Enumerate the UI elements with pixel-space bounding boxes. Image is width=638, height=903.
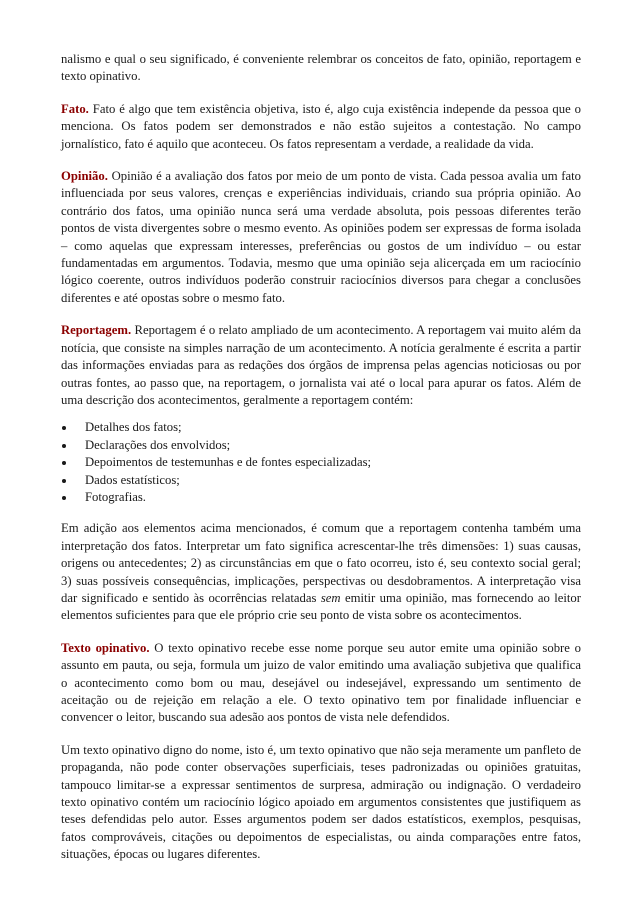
- list-item: Declarações dos envolvidos;: [61, 437, 581, 454]
- bullet-icon: [62, 444, 66, 448]
- reportagem-text: Reportagem é o relato ampliado de um acontecimento. A reportagem vai muito além da notícia, que consiste na simples narração de um acontecimento. A notícia geralmente é escrita a partir das informações enviadas para as redações dos órgãos de imprensa pelas agencias noticiosas ou por outras fontes, ao passo que, na reportagem, o jornalista vai até o local para apurar os fatos. Além de uma descrição dos acontecimentos, geralmente a reportagem contém:: [61, 323, 581, 407]
- bullet-icon: [62, 426, 66, 430]
- fato-text: Fato é algo que tem existência objetiva, isto é, algo cuja existência independe da pessoa que o menciona. Os fatos podem ser demonstrados e não estão sujeitos a contestação. No campo jornalístico, fato é aquilo que aconteceu. Os fatos representam a verdade, a realidade da vida.: [61, 101, 581, 151]
- document-page: [61, 51, 581, 879]
- texto-opinativo-text: O texto opinativo recebe esse nome porque seu autor emite uma opinião sobre o assunto em pauta, ou seja, formula um juizo de valor emitindo uma avaliação subjetiva que qualifica o acontecimento como bom ou mau, desejável ou indesejável, expressando um sentimento de aceitação ou de rejeição em relação a ele. O texto opinativo tem por finalidade influenciar e convencer o leitor, buscando sua adesão aos pontos de vista nele defendidos.: [61, 640, 581, 725]
- fato-paragraph: [61, 101, 581, 153]
- closing-text: Um texto opinativo digno do nome, isto é, um texto opinativo que não seja meramente um panfleto de propaganda, não pode conter observações superficiais, teses padronizadas ou opiniões gratuitas, tampouco limitar-se a expressar sentimentos de surpresa, admiração ou indignação. O verdadeiro texto opinativo contém um raciocínio lógico apoiado em argumentos consistentes que justifiquem as teses defendidas pelo autor. Esses argumentos podem ser dados estatísticos, exemplos, pesquisas, fatos comprováveis, citações ou depoimentos de especialistas, ou ainda comparações entre fatos, situações, épocas ou lugares diferentes.: [61, 742, 581, 862]
- bullet-icon: [62, 461, 66, 465]
- fato-term: Fato.: [61, 101, 89, 116]
- list-item: Dados estatísticos;: [61, 472, 581, 489]
- interpretacao-emphasis: sem: [320, 590, 341, 605]
- intro-text: nalismo e qual o seu significado, é conveniente relembrar os conceitos de fato, opinião, reportagem e texto opinativo.: [61, 52, 581, 84]
- opiniao-text: Opinião é a avaliação dos fatos por meio de um ponto de vista. Cada pessoa avalia um fato influenciada por seus valores, crenças e experiências individuais, criando sua própria opinião. Ao contrário dos fatos, uma opinião nunca será uma verdade absoluta, pois pessoas diferentes terão pontos de vista divergentes sobre o mesmo evento. As opiniões podem ser expressas de forma isolada – como aquelas que expressam interesses, preferências ou gostos de um indivíduo – ou estar fundamentadas em argumentos. Todavia, mesmo que uma opinião seja alicerçada em um raciocínio lógico coerente, outros indivíduos poderão construir raciocínios diversos para chegar a conclusões diferentes e até opostas sobre o mesmo fato.: [61, 169, 581, 305]
- interpretacao-text-before: Em adição aos elementos acima mencionados, é comum que a reportagem contenha também uma interpretação dos fatos. Interpretar um fato significa acrescentar-lhe três dimensões: 1) suas causas, origens ou antecedentes; 2) as circunstâncias em que o fato ocorreu, isto é, seu contexto social geral; 3) suas possíveis consequências, implicações, perspectivas ou desdobramentos. A interpretação visa dar significado e sentido às ocorrências relatadas: [61, 521, 581, 605]
- list-item: Depoimentos de testemunhas e de fontes especializadas;: [61, 454, 581, 471]
- intro-paragraph: [61, 51, 581, 86]
- reportagem-list: [61, 419, 581, 506]
- opiniao-term: Opinião.: [61, 169, 108, 184]
- list-item: Fotografias.: [61, 489, 581, 506]
- opiniao-paragraph: [61, 168, 581, 307]
- bullet-icon: [62, 496, 66, 500]
- interpretacao-text-after: emitir uma opinião, mas fornecendo ao leitor elementos suficientes para que ele próprio crie seu ponto de vista sobre os acontecimentos.: [61, 590, 581, 623]
- list-item: Detalhes dos fatos;: [61, 419, 581, 436]
- reportagem-term: Reportagem.: [61, 323, 132, 338]
- texto-opinativo-paragraph: [61, 640, 581, 727]
- interpretacao-paragraph: [61, 520, 581, 624]
- texto-opinativo-term: Texto opinativo.: [61, 640, 150, 655]
- bullet-icon: [62, 479, 66, 483]
- reportagem-paragraph: [61, 322, 581, 409]
- closing-paragraph: [61, 742, 581, 864]
